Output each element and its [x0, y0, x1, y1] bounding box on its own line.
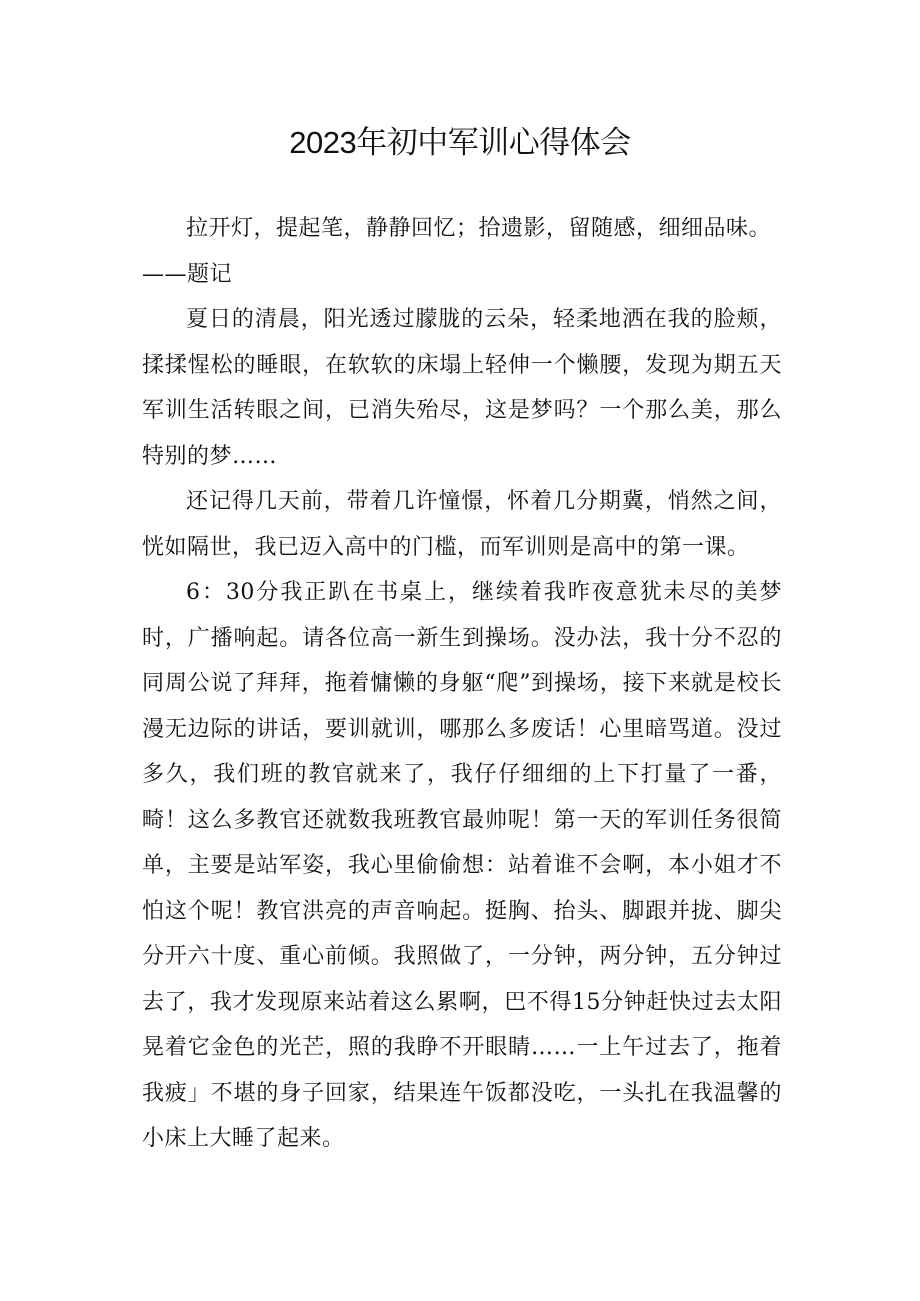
document-title: 2023年初中军训心得体会 [289, 125, 631, 160]
paragraph-summer-morning: 夏日的清晨，阳光透过朦胧的云朵，轻柔地洒在我的脸颊，揉揉惺松的睡眼，在软软的床塌上轻伸一个懒腰，发现为期五天军训生活转眼之间，已消失殆尽，这是梦吗？一个那么美，那么特别的梦…… [142, 307, 782, 469]
paragraph-remember: 还记得几天前，带着几许憧憬，怀着几分期冀，悄然之间，恍如隔世，我已迈入高中的门槛，而军训则是高中的第一课。 [142, 489, 782, 560]
document-body [142, 206, 782, 1162]
paragraph-first-day: 6：30分我正趴在书桌上，继续着我昨夜意犹未尽的美梦时，广播响起。请各位高一新生到操场。没办法，我十分不忍的同周公说了拜拜，拖着慵懒的身躯“爬”到操场，接下来就是校长漫无边际的讲话，要训就训，哪那么多废话！心里暗骂道。没过多久，我们班的教官就来了，我仔仔细细的上下打量了一番，畸！这么多教官还就数我班教官最帅呢！第一天的军训任务很简单，主要是站军姿，我心里偷偷想：站着谁不会啊，本小姐才不怕这个呢！教官洪亮的声音响起。挺胸、抬头、脚跟并拢、脚尖分开六十度、重心前倾。我照做了，一分钟，两分钟，五分钟过去了，我才发现原来站着这么累啊，巴不得15分钟赶快过去太阳晃着它金色的光芒，照的我睁不开眼睛……一上午过去了，拖着我疲」不堪的身子回家，结果连午饭都没吃，一头扎在我温馨的小床上大睡了起来。 [142, 580, 782, 1151]
paragraph-epigraph-attribution: ——题记 [142, 261, 233, 287]
paragraph-epigraph: 拉开灯，提起笔，静静回忆；拾遗影，留随感，细细品味。 [186, 216, 772, 241]
